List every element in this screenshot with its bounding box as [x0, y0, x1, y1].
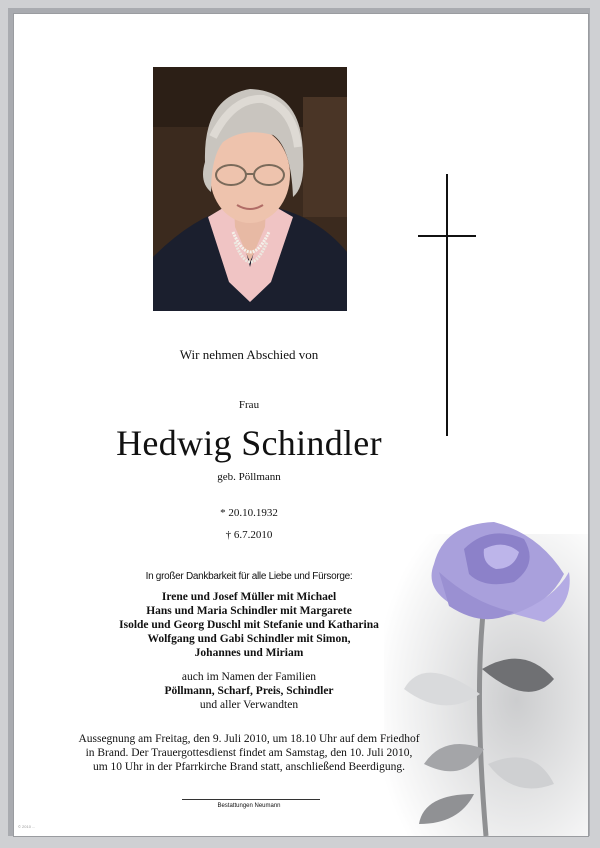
undertaker-name: Bestattungen Neumann — [217, 803, 281, 809]
family-line: Isolde und Georg Duschl mit Stefanie und Katharina — [119, 619, 379, 631]
service-line: um 10 Uhr in der Pfarrkirche Brand statt, anschließend Beerdigung. — [92, 761, 405, 773]
deceased-name: Hedwig Schindler — [116, 423, 382, 463]
service-line: in Brand. Der Trauergottesdienst findet am Samstag, den 10. Juli 2010, — [85, 747, 413, 759]
maiden-name: geb. Pöllmann — [217, 471, 281, 483]
credit-text: © 2010 ... — [18, 824, 36, 829]
family-list — [14, 590, 484, 660]
obituary-sheet — [13, 13, 589, 837]
salutation: Frau — [238, 399, 260, 411]
also-families: Pöllmann, Scharf, Preis, Schindler — [164, 685, 334, 697]
rose-icon — [364, 494, 588, 836]
death-date: † 6.7.2010 — [225, 529, 273, 541]
service-line: Aussegnung am Freitag, den 9. Juli 2010, um 18.10 Uhr auf dem Friedhof — [78, 733, 420, 745]
birth-date: * 20.10.1932 — [220, 507, 278, 519]
family-line: Hans und Maria Schindler mit Margarete — [146, 605, 352, 617]
family-line: Irene und Josef Müller mit Michael — [161, 591, 337, 603]
thanks-line: In großer Dankbarkeit für alle Liebe und Fürsorge: — [145, 571, 353, 582]
intro-text: Wir nehmen Abschied von — [179, 347, 319, 362]
also-line: und aller Verwandten — [199, 699, 299, 711]
cross-icon — [446, 174, 448, 436]
family-line: Wolfgang und Gabi Schindler mit Simon, — [147, 633, 351, 645]
also-block — [14, 670, 484, 712]
family-line: Johannes und Miriam — [194, 647, 304, 659]
service-info — [14, 732, 484, 774]
signature-line — [182, 799, 320, 800]
portrait-photo — [153, 67, 347, 311]
also-line: auch im Namen der Familien — [181, 671, 317, 683]
cross-bar — [418, 235, 476, 237]
